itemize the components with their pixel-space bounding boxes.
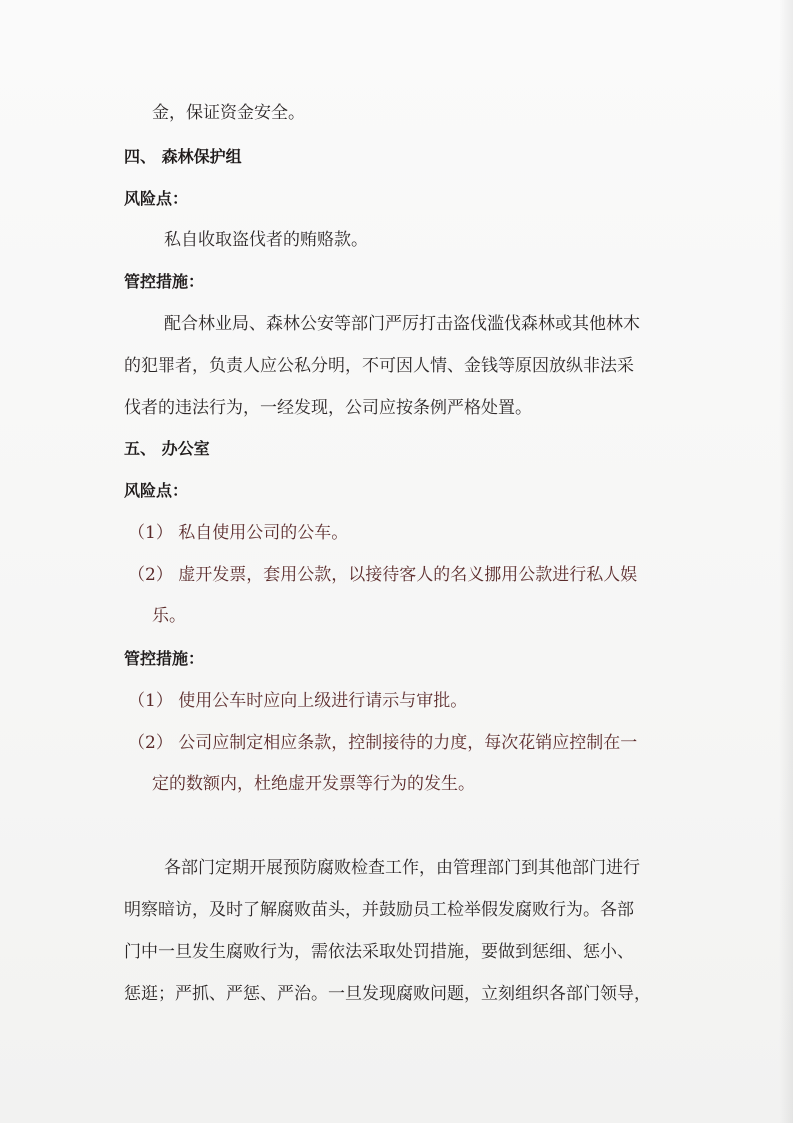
list-item: （2） 虚开发票，套用公款，以接待客人的名义挪用公款进行私人娱	[128, 565, 638, 585]
section-heading-forest-protection: 四、 森林保护组	[124, 147, 242, 166]
text-line: 明察暗访，及时了解腐败苗头，并鼓励员工检举假发腐败行为。各部	[124, 900, 634, 920]
list-item: （2） 公司应制定相应条款，控制接待的力度，每次花销应控制在一	[128, 733, 638, 753]
control-label: 管控措施：	[124, 272, 205, 291]
control-label: 管控措施：	[124, 649, 205, 668]
list-item: （1） 使用公车时应向上级进行请示与审批。	[128, 691, 468, 711]
text-line: 惩逛；严抓、严惩、严治。一旦发现腐败问题，立刻组织各部门领导，	[124, 984, 651, 1004]
text-line: 私自收取盗伐者的贿赂款。	[164, 230, 368, 250]
list-item-continuation: 乐。	[152, 606, 186, 626]
section-heading-office: 五、 办公室	[124, 439, 210, 458]
text-line: 的犯罪者，负责人应公私分明，不可因人情、金钱等原因放纵非法采	[124, 356, 634, 376]
list-item-continuation: 定的数额内，杜绝虚开发票等行为的发生。	[152, 774, 475, 794]
text-line: 配合林业局、森林公安等部门严厉打击盗伐滥伐森林或其他林木	[164, 314, 640, 334]
list-item: （1） 私自使用公司的公车。	[128, 523, 349, 543]
text-line: 各部门定期开展预防腐败检查工作，由管理部门到其他部门进行	[164, 858, 640, 878]
text-line: 伐者的违法行为，一经发现，公司应按条例严格处置。	[124, 398, 532, 418]
text-line: 金，保证资金安全。	[152, 103, 305, 123]
risk-label: 风险点：	[124, 481, 189, 500]
page-edge-shadow	[779, 0, 793, 1123]
risk-label: 风险点：	[124, 189, 189, 208]
text-line: 门中一旦发生腐败行为，需依法采取处罚措施，要做到惩细、惩小、	[124, 942, 634, 962]
